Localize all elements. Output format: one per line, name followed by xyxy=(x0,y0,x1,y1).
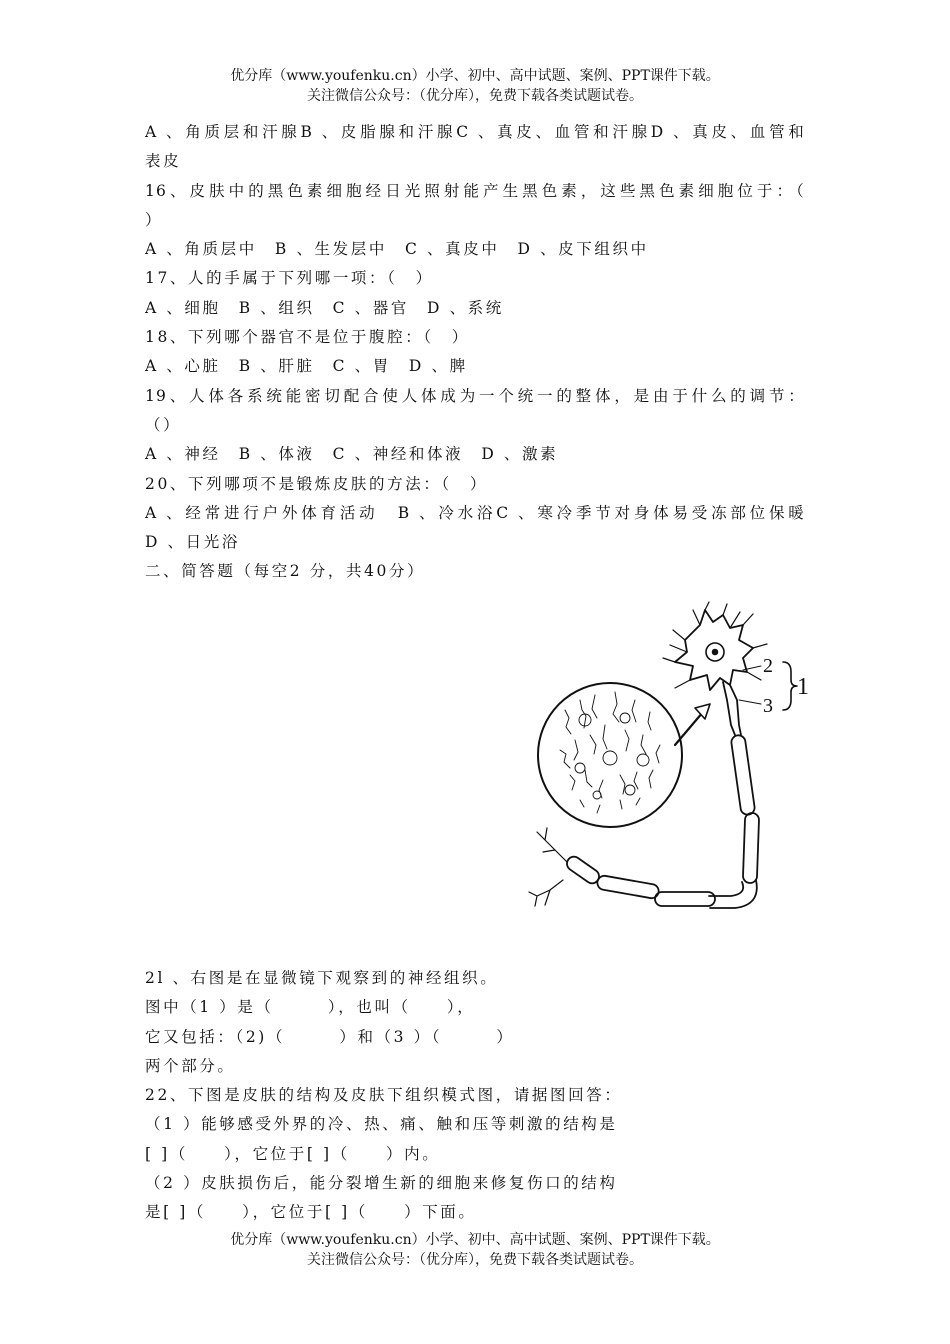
neuron-figure xyxy=(525,600,815,940)
label-bracket xyxy=(783,662,797,710)
label-1: 1 xyxy=(797,674,809,700)
text-line: D 、日光浴 xyxy=(145,533,240,552)
footer-line-1: 优分库（www.youfenku.cn）小学、初中、高中试题、案例、PPT课件下载。 xyxy=(230,1232,720,1248)
text-line: [ ]（ ），它位于[ ]（ ）内。 xyxy=(145,1144,441,1163)
text-line: A 、心脏 B 、肝脏 C 、胃 D 、脾 xyxy=(145,357,468,376)
text-line: （） xyxy=(145,415,182,434)
magnify-arrow xyxy=(675,712,703,745)
axon-terminals xyxy=(529,828,567,906)
text-line: 17、人的手属于下列哪一项：（ ） xyxy=(145,269,434,288)
text-line: 表皮 xyxy=(145,152,182,171)
text-line: 16、皮肤中的黑色素细胞经日光照射能产生黑色素，这些黑色素细胞位于：（ xyxy=(145,181,805,200)
magnified-circle xyxy=(538,683,682,827)
tissue-texture xyxy=(560,692,660,813)
text-line: A 、角质层和汗腺B 、皮脂腺和汗腺C 、真皮、血管和汗腺D 、真皮、血管和 xyxy=(145,123,805,141)
myelin-sheath xyxy=(564,734,759,908)
header-line-2: 关注微信公众号：（优分库），免费下载各类试题试卷。 xyxy=(307,88,643,104)
text-line: 2l 、右图是在显微镜下观察到的神经组织。 xyxy=(145,969,499,987)
header-line-1: 优分库（www.youfenku.cn）小学、初中、高中试题、案例、PPT课件下载。 xyxy=(230,68,720,84)
footer-line-2: 关注微信公众号：（优分库），免费下载各类试题试卷。 xyxy=(307,1252,643,1268)
text-line: 22、下图是皮肤的结构及皮肤下组织模式图，请据图回答： xyxy=(145,1086,623,1105)
answer-block xyxy=(145,964,685,1228)
text-line: 18、下列哪个器官不是位于腹腔：（ ） xyxy=(145,328,470,347)
text-line: 是[ ]（ ），它位于[ ]（ ）下面。 xyxy=(145,1203,477,1222)
text-line: A 、经常进行户外体育活动 B 、冷水浴C 、寒冷季节对身体易受冻部位保暖 xyxy=(145,503,805,522)
text-line: 图中（1 ）是（ ），也叫（ ）， xyxy=(145,998,476,1017)
text-line: 19、人体各系统能密切配合使人体成为一个统一的整体，是由于什么的调节： xyxy=(145,386,805,405)
text-line: A 、神经 B 、体液 C 、神经和体液 D 、激素 xyxy=(145,445,559,464)
dendrites xyxy=(663,602,767,688)
section-title: 二、简答题（每空2 分，共40分） xyxy=(145,562,426,581)
text-line: A 、角质层中 B 、生发层中 C 、真皮中 D 、皮下组织中 xyxy=(145,240,649,259)
text-line: （1 ）能够感受外界的冷、热、痛、触和压等刺激的结构是 xyxy=(145,1115,618,1134)
label-3: 3 xyxy=(763,695,773,717)
text-line: A 、细胞 B 、组织 C 、器官 D 、系统 xyxy=(145,298,504,317)
text-line: ） xyxy=(145,210,164,229)
page-footer xyxy=(0,1230,950,1270)
text-line: 两个部分。 xyxy=(145,1056,236,1075)
text-line: 20、下列哪项不是锻炼皮肤的方法：（ ） xyxy=(145,474,488,493)
text-line: （2 ）皮肤损伤后，能分裂增生新的细胞来修复伤口的结构 xyxy=(145,1174,618,1193)
label-2: 2 xyxy=(763,655,773,677)
question-block xyxy=(145,118,805,587)
text-line: 它又包括：（2)（ ）和（3 ）（ ） xyxy=(145,1027,515,1046)
page-header xyxy=(0,66,950,106)
